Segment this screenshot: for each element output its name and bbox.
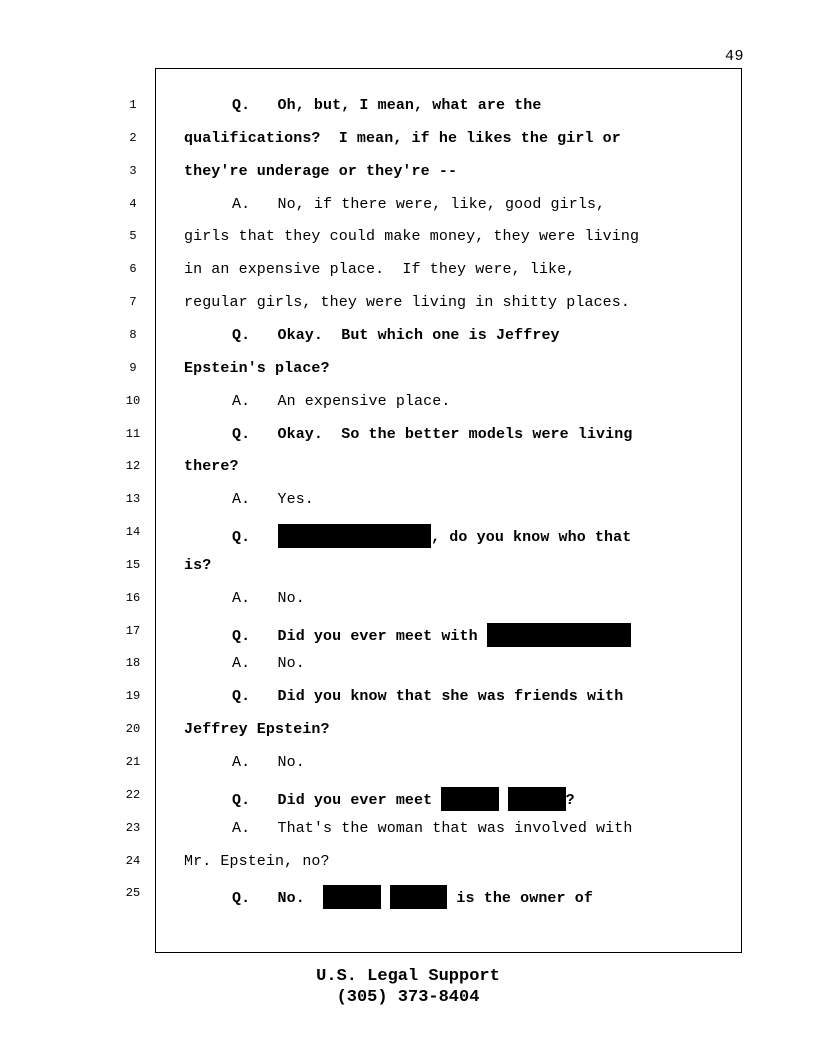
line-text [232,885,593,909]
line-text [232,327,560,344]
line-number: 13 [125,492,141,507]
line-text-segment: Q. Oh, but, I mean, what are the [232,97,542,114]
transcript-line [0,164,816,197]
line-number: 7 [129,295,137,310]
transcript-line [0,591,816,624]
line-text [232,524,631,548]
line-text-segment: A. Yes. [232,491,314,509]
line-text-segment: A. That's the woman that was involved with [232,819,633,837]
line-text-segment: ? [565,791,575,809]
line-number: 2 [129,130,137,145]
line-number: 5 [129,229,137,244]
line-text-segment: Mr. Epstein, no? [184,852,330,870]
line-number: 15 [125,557,141,572]
transcript-line [0,459,816,492]
line-number: 23 [125,820,141,835]
line-text [232,426,632,443]
transcript-line [0,229,816,262]
line-number: 3 [129,163,137,178]
line-number: 22 [125,787,141,802]
transcript-line [0,295,816,328]
line-text-segment: , do you know who that [431,529,632,547]
line-text-segment: Jeffrey Epstein? [184,721,330,739]
line-text-segment: Q. Did you ever meet with [232,627,487,645]
transcript-line [0,394,816,427]
transcript-line [0,131,816,164]
redaction-box [390,885,448,909]
line-number: 11 [125,426,141,441]
line-text-segment: there? [184,458,239,476]
line-text-segment: A. No, if there were, like, good girls, [232,195,606,213]
transcript-line [0,886,816,919]
line-text [184,360,330,377]
line-text [184,557,211,574]
transcript-line [0,656,816,689]
line-text-segment: is the owner of [447,890,593,908]
line-text [184,458,239,475]
line-number: 18 [125,656,141,671]
transcript-line [0,427,816,460]
line-text [184,721,330,738]
line-text-segment: A. No. [232,589,305,607]
line-number: 4 [129,196,137,211]
line-number: 21 [125,755,141,769]
line-number: 6 [129,262,137,277]
transcript-line [0,558,816,591]
line-text [232,590,305,607]
line-text-segment: regular girls, they were living in shitty places. [184,294,630,312]
line-text-segment: Epstein's place? [184,359,330,377]
line-text [232,820,632,837]
line-text-segment: A. No. [232,754,305,771]
line-text [184,853,330,870]
redaction-box [441,787,499,811]
redaction-box [278,524,432,548]
line-text [232,623,631,647]
line-text [232,491,314,508]
transcript-line [0,492,816,525]
transcript-line [0,722,816,755]
line-text-segment [381,890,390,907]
transcript-line [0,689,816,722]
line-number: 19 [125,689,141,704]
line-text [184,294,630,311]
transcript-line [0,262,816,295]
line-text-segment: Q. Okay. But which one is Jeffrey [232,326,560,344]
transcript-line [0,525,816,558]
page-number: 49 [724,48,744,65]
transcript-line [0,788,816,821]
line-text-segment: Q. Okay. So the better models were living [232,425,633,443]
redaction-box [487,623,631,647]
line-text-segment: A. No. [232,655,305,673]
line-text [232,787,575,811]
line-text [184,261,575,278]
footer-company: U.S. Legal Support [316,967,500,986]
line-text-segment: is? [184,556,212,574]
footer-phone: (305) 373-8404 [336,988,480,1007]
line-number: 12 [125,459,141,474]
redaction-box [508,787,566,811]
transcript-line [0,755,816,788]
line-text [232,655,305,672]
line-number: 25 [125,886,141,901]
transcript-line [0,624,816,657]
line-text [184,163,457,180]
line-number: 8 [129,327,137,342]
line-text [232,196,605,213]
line-number: 24 [125,853,141,868]
line-text-segment: in an expensive place. If they were, like, [184,261,576,279]
transcript-line [0,98,816,131]
transcript-line [0,361,816,394]
line-number: 9 [129,360,137,375]
transcript-line [0,854,816,887]
line-number: 10 [125,393,141,408]
line-text [184,130,621,147]
line-number: 20 [125,722,141,737]
line-text-segment: Q. [232,529,278,547]
transcript-line [0,328,816,361]
line-number: 17 [125,623,141,638]
line-text [184,228,639,245]
line-text [232,97,541,114]
redaction-box [323,885,381,909]
line-text-segment [499,792,508,809]
line-text-segment: girls that they could make money, they were living [184,228,640,246]
line-number: 16 [125,590,141,605]
line-text-segment: Q. Did you know that she was friends with [232,688,624,706]
line-text-segment: A. An expensive place. [232,392,451,410]
transcript-line [0,197,816,230]
line-number: 1 [129,98,137,112]
line-text-segment: they're underage or they're -- [184,162,458,180]
line-number: 14 [125,525,141,540]
line-text [232,393,450,410]
line-text [232,754,305,771]
line-text-segment: qualifications? I mean, if he likes the girl or [184,129,621,147]
transcript-line [0,821,816,854]
line-text-segment: Q. No. [232,890,324,908]
line-text-segment: Q. Did you ever meet [232,791,442,809]
line-text [232,688,623,705]
